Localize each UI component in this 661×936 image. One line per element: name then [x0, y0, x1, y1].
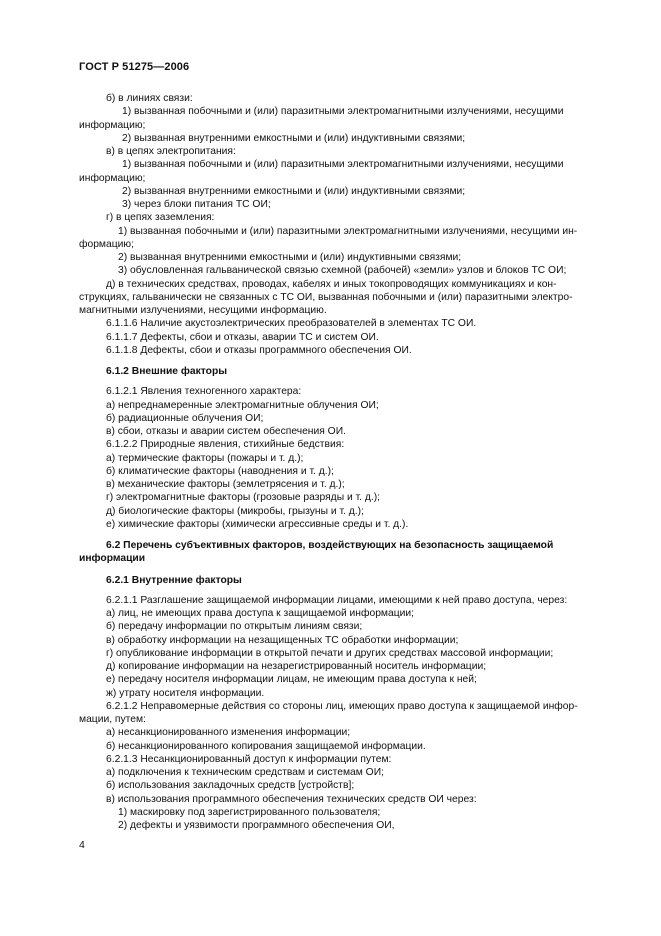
- list-item: г) электромагнитные факторы (грозовые разряды и т. д.);: [106, 492, 381, 504]
- list-item: а) несанкционированного изменения информации;: [106, 727, 351, 739]
- list-item: 3) через блоки питания ТС ОИ;: [122, 199, 271, 210]
- list-item: в) обработку информации на незащищенных ТС обработки информации;: [106, 634, 459, 646]
- standard-header: ГОСТ Р 51275—2006: [79, 61, 190, 73]
- clause-6-1-1-7: 6.1.1.7 Дефекты, сбои и отказы, аварии ТС и систем ОИ.: [106, 331, 379, 343]
- text-line: струкциях, гальванически не связанных с ТС ОИ, вызванная побочными и (или) паразитными электро-: [79, 291, 573, 303]
- clause-6-1-1-6: 6.1.1.6 Наличие акустоэлектрических преобразователей в элементах ТС ОИ.: [106, 318, 477, 330]
- list-item: г) опубликование информации в открытой печати и других средствах массовой информации;: [106, 647, 554, 659]
- list-item: е) передачу носителя информации лицам, не имеющим права доступа к ней;: [106, 674, 477, 686]
- list-item: в) сбои, отказы и аварии систем обеспечения ОИ.: [106, 426, 346, 437]
- list-item: а) термические факторы (пожары и т. д.);: [106, 452, 304, 464]
- list-item: б) климатические факторы (наводнения и т. д.);: [106, 465, 334, 477]
- list-item: в) в цепях электропитания:: [106, 146, 236, 157]
- list-item: д) в технических средствах, проводах, кабелях и иных токопроводящих коммуникациях и кон-: [106, 278, 557, 290]
- section-heading-6-2-1: 6.2.1 Внутренние факторы: [106, 574, 242, 586]
- clause-6-1-2-2: 6.1.2.2 Природные явления, стихийные бедствия:: [106, 439, 345, 451]
- list-item: ж) утрату носителя информации.: [106, 687, 265, 699]
- list-item: 1) вызванная побочными и (или) паразитными электромагнитными излучениями, несущими: [122, 106, 564, 118]
- document-body: [79, 92, 613, 832]
- list-item: а) лиц, не имеющих права доступа к защищаемой информации;: [106, 608, 414, 619]
- clause-6-2-1-2: 6.2.1.2 Неправомерные действия со стороны лиц, имеющих право доступа к защищаемой инфор-: [106, 700, 578, 712]
- text-line: магнитными излучениями, несущими информацию.: [79, 305, 327, 316]
- clause-6-2-1-1: 6.2.1.1 Разглашение защищаемой информации лицами, имеющими к ней право доступа, через:: [106, 594, 568, 606]
- list-item: 1) вызванная побочными и (или) паразитными электромагнитными излучениями, несущими ин-: [118, 225, 578, 237]
- list-item: 1) вызванная побочными и (или) паразитными электромагнитными излучениями, несущими: [122, 159, 564, 171]
- clause-6-1-1-8: 6.1.1.8 Дефекты, сбои и отказы программного обеспечения ОИ.: [106, 344, 412, 356]
- list-item: 2) вызванная внутренними емкостными и (или) индуктивными связями;: [118, 252, 462, 263]
- list-item: 2) дефекты и уязвимости программного обеспечения ОИ,: [118, 820, 395, 831]
- list-item: д) биологические факторы (микробы, грызуны и т. д.);: [106, 505, 364, 517]
- list-item: 2) вызванная внутренними емкостными и (или) индуктивными связями;: [122, 185, 466, 197]
- section-heading-6-2-cont: информации: [79, 553, 146, 565]
- list-item: 1) маскировку под зарегистрированного пользователя;: [118, 806, 381, 818]
- text-line: мации, путем:: [79, 714, 146, 725]
- clause-6-2-1-3: 6.2.1.3 Несанкционированный доступ к информации путем:: [106, 753, 392, 765]
- list-item: д) копирование информации на незарегистрированный носитель информации;: [106, 661, 487, 672]
- section-heading-6-2: 6.2 Перечень субъективных факторов, воздействующих на безопасность защищаемой: [106, 540, 554, 551]
- list-item: г) в цепях заземления:: [106, 212, 215, 224]
- list-item: а) непреднамеренные электромагнитные облучения ОИ;: [106, 399, 379, 411]
- page-number: 4: [79, 839, 85, 851]
- list-item: в) использования программного обеспечения технических средств ОИ через:: [106, 793, 477, 805]
- text-line: информацию;: [79, 119, 146, 131]
- list-item: е) химические факторы (химически агрессивные среды и т. д.).: [106, 518, 409, 530]
- text-line: формацию;: [79, 238, 134, 250]
- list-item: в) механические факторы (землетрясения и т. д.);: [106, 479, 345, 490]
- list-item: б) несанкционированного копирования защищаемой информации.: [106, 740, 426, 752]
- list-item: а) подключения к техническим средствам и системам ОИ;: [106, 767, 384, 778]
- list-item: б) передачу информации по открытым линиям связи;: [106, 621, 363, 633]
- text-line: информацию;: [79, 172, 146, 184]
- section-heading-6-1-2: 6.1.2 Внешние факторы: [106, 366, 228, 377]
- list-item: б) использования закладочных средств [устройств];: [106, 780, 355, 792]
- clause-6-1-2-1: 6.1.2.1 Явления техногенного характера:: [106, 386, 302, 398]
- list-item: 3) обусловленная гальванической связью схемной (рабочей) «земли» узлов и блоков ТС ОИ;: [118, 265, 567, 277]
- list-item: б) в линиях связи:: [106, 93, 193, 104]
- list-item: б) радиационные облучения ОИ;: [106, 412, 264, 424]
- list-item: 2) вызванная внутренними емкостными и (или) индуктивными связями;: [122, 132, 466, 144]
